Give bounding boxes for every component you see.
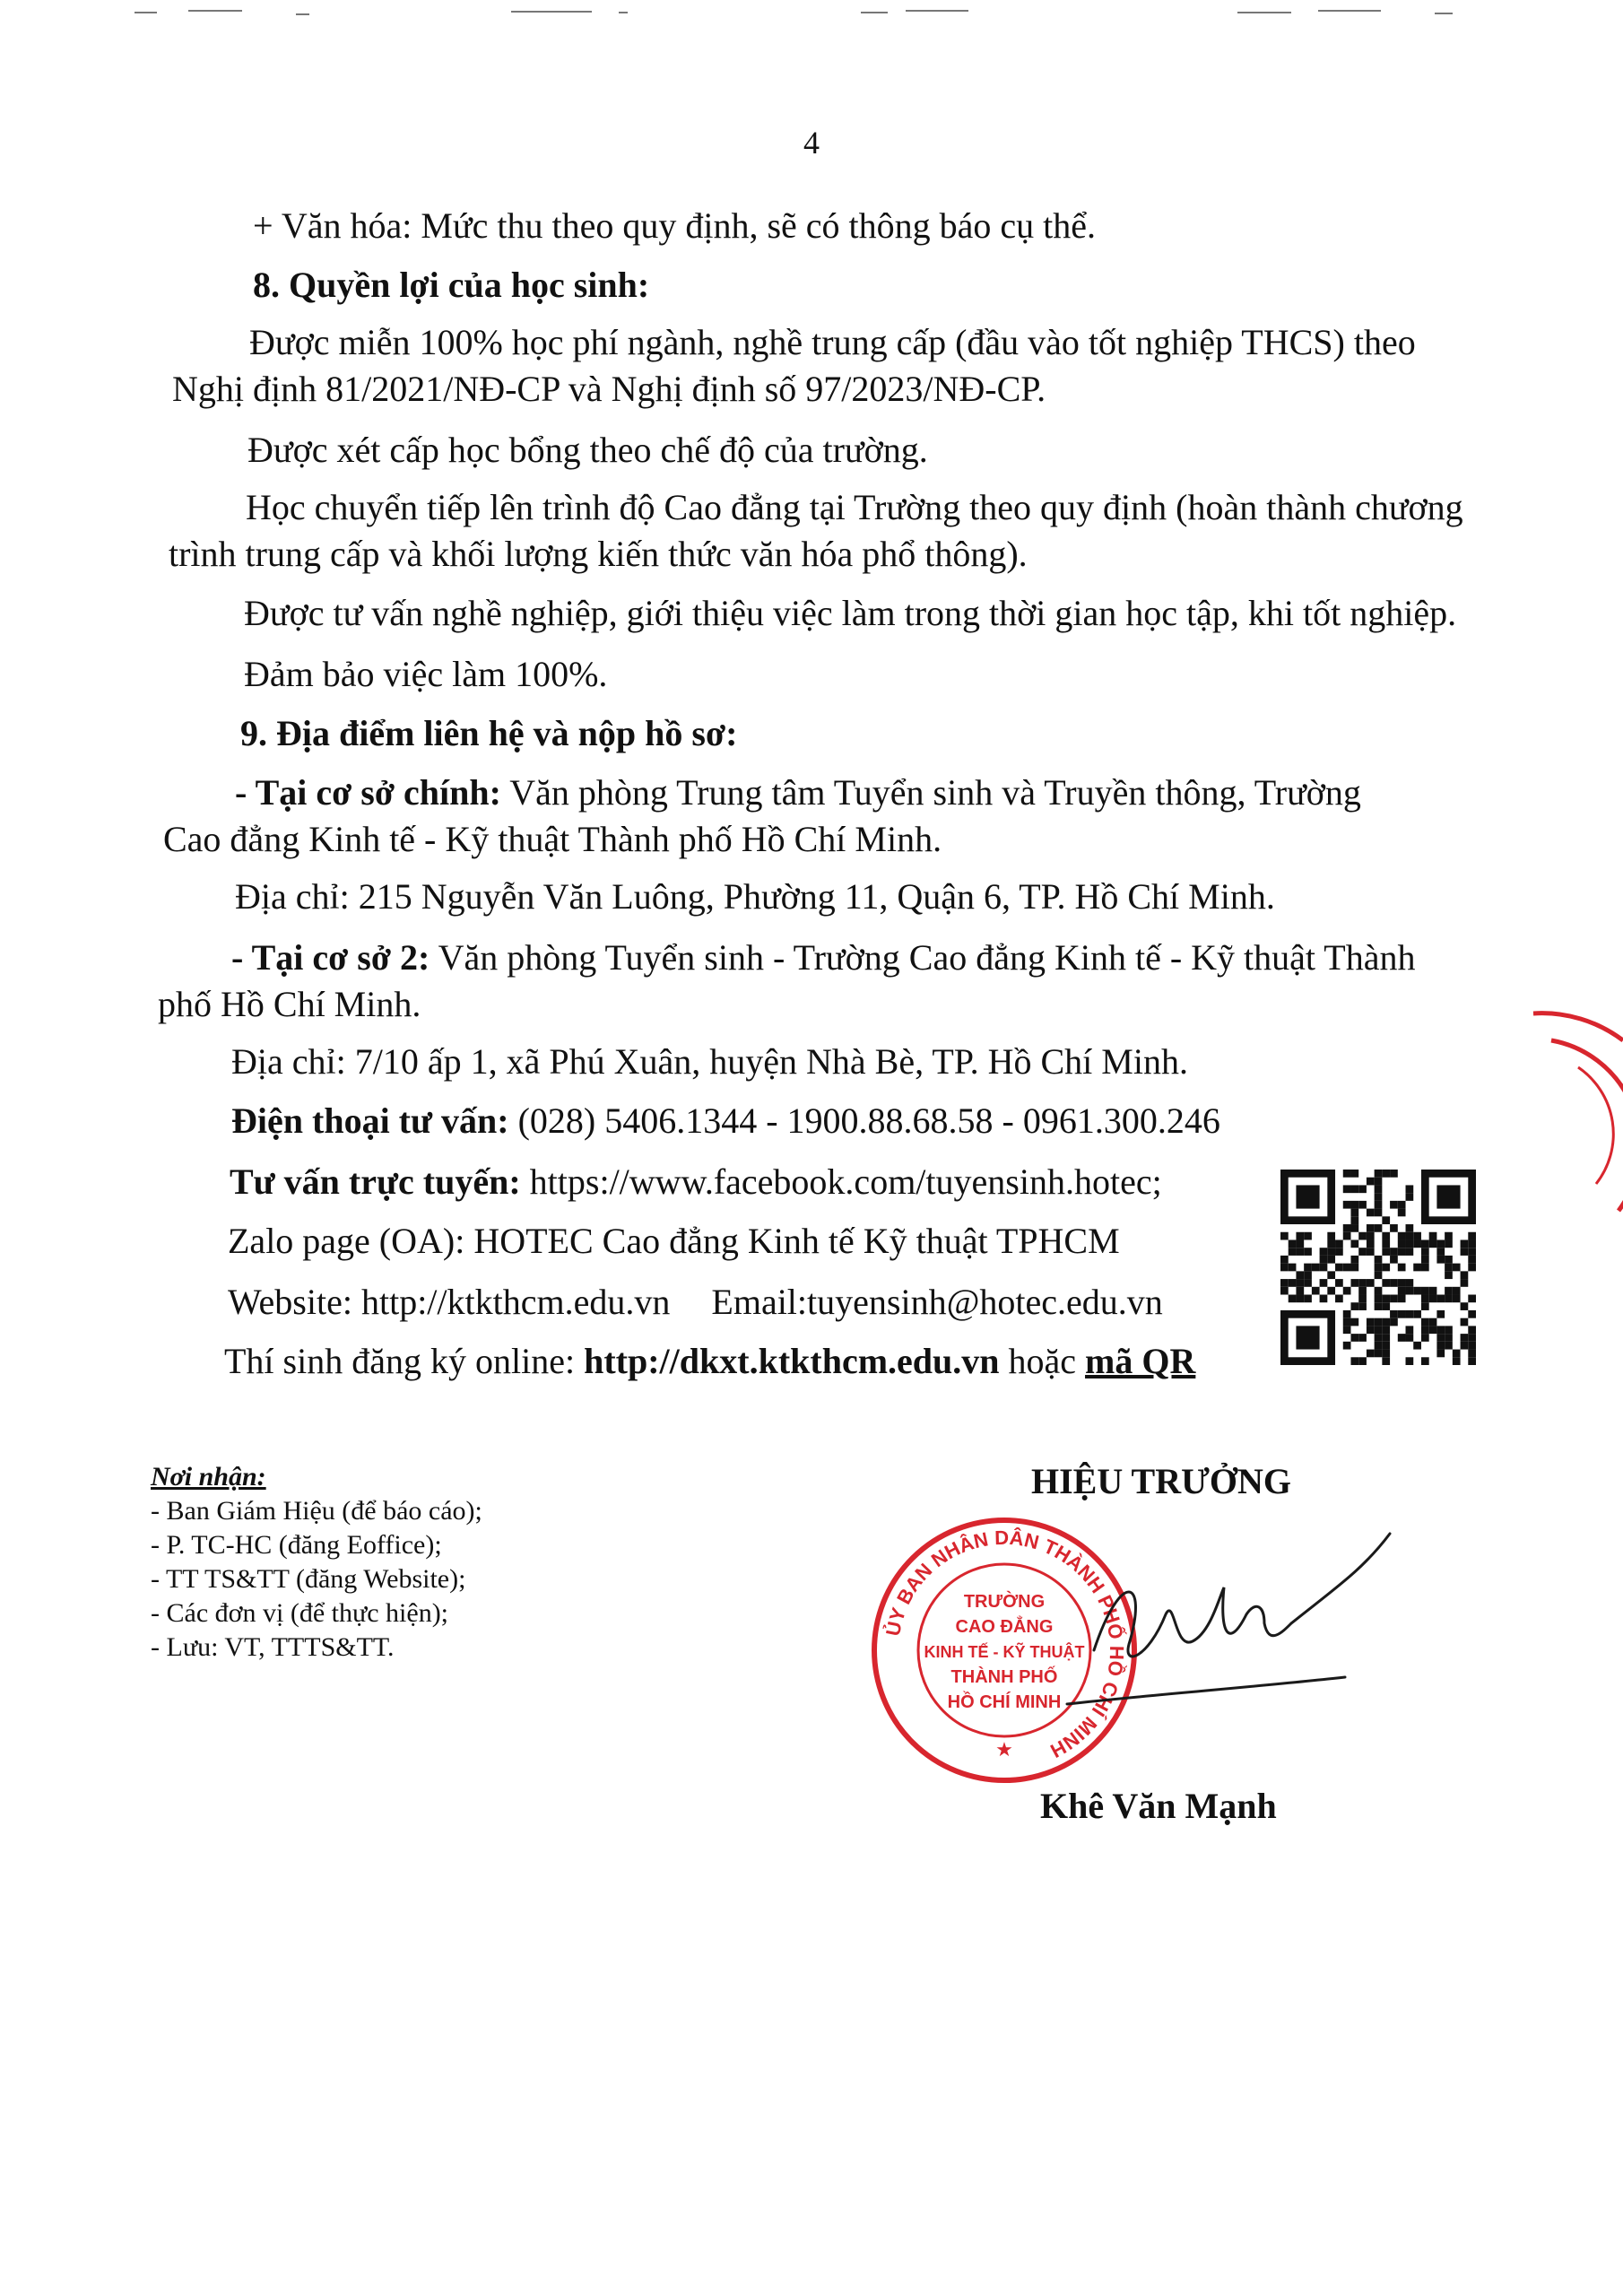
qr-module <box>1468 1342 1476 1350</box>
qr-module <box>1390 1318 1398 1326</box>
qr-module <box>1375 1201 1383 1209</box>
qr-module <box>1382 1279 1390 1287</box>
qr-module <box>1406 1287 1414 1295</box>
qr-module <box>1421 1302 1429 1310</box>
qr-module <box>1453 1350 1461 1358</box>
qr-module <box>1320 1279 1328 1287</box>
paragraph-line: Học chuyển tiếp lên trình độ Cao đẳng tại Trường theo quy định (hoàn thành chương <box>246 487 1463 527</box>
qr-module <box>1375 1193 1383 1201</box>
qr-module <box>1367 1318 1375 1326</box>
qr-module <box>1461 1239 1469 1248</box>
qr-module <box>1350 1256 1358 1264</box>
zalo-line: Zalo page (OA): HOTEC Cao đẳng Kinh tế Kỹ thuật TPHCM <box>228 1221 1120 1261</box>
qr-module <box>1343 1170 1351 1178</box>
campus-2-text: Văn phòng Tuyển sinh - Trường Cao đẳng Kinh tế - Kỹ thuật Thành <box>430 937 1416 978</box>
qr-module <box>1468 1248 1476 1256</box>
qr-module <box>1421 1248 1429 1256</box>
qr-module <box>1413 1232 1421 1240</box>
qr-module <box>1343 1201 1351 1209</box>
qr-module <box>1375 1271 1383 1279</box>
qr-module <box>1461 1334 1469 1342</box>
qr-module <box>1343 1264 1351 1272</box>
qr-module <box>1296 1232 1304 1240</box>
facebook-link[interactable]: https://www.facebook.com/tuyensinh.hotec; <box>520 1161 1162 1202</box>
stamp-line: CAO ĐẲNG <box>955 1617 1054 1637</box>
qr-module <box>1429 1326 1437 1334</box>
qr-module <box>1375 1350 1383 1358</box>
qr-module <box>1296 1239 1304 1248</box>
qr-module <box>1343 1310 1351 1318</box>
qr-module <box>1375 1334 1383 1342</box>
stamp-line: HỒ CHÍ MINH <box>947 1692 1062 1712</box>
paragraph-line: Nghị định 81/2021/NĐ-CP và Nghị định số 97/2023/NĐ-CP. <box>172 369 1046 409</box>
qr-module <box>1367 1279 1375 1287</box>
qr-module <box>1468 1334 1476 1342</box>
qr-module <box>1436 1295 1445 1303</box>
qr-module <box>1436 1334 1445 1342</box>
qr-module <box>1343 1185 1351 1193</box>
qr-module <box>1350 1209 1358 1217</box>
qr-module <box>1358 1201 1367 1209</box>
qr-module <box>1358 1357 1367 1365</box>
qr-module <box>1350 1302 1358 1310</box>
qr-module <box>1406 1326 1414 1334</box>
qr-module <box>1453 1295 1461 1303</box>
handwritten-signature-icon <box>1040 1516 1399 1749</box>
qr-module <box>1304 1264 1312 1272</box>
qr-module <box>1382 1248 1390 1256</box>
qr-module <box>1350 1170 1358 1178</box>
register-text: Thí sinh đăng ký online: <box>224 1341 585 1381</box>
qr-module <box>1468 1310 1476 1318</box>
qr-module <box>1445 1287 1453 1295</box>
qr-module <box>1382 1326 1390 1334</box>
recipient-item: - P. TC-HC (đăng Eoffice); <box>151 1530 442 1560</box>
qr-module <box>1343 1318 1351 1326</box>
paragraph-line: Được tư vấn nghề nghiệp, giới thiệu việc làm trong thời gian học tập, khi tốt nghiệp. <box>244 593 1457 633</box>
qr-module <box>1367 1326 1375 1334</box>
qr-module <box>1429 1239 1437 1248</box>
qr-code[interactable] <box>1280 1170 1476 1365</box>
qr-module <box>1406 1248 1414 1256</box>
qr-module <box>1296 1185 1319 1208</box>
qr-module <box>1398 1264 1406 1272</box>
qr-module <box>1382 1302 1390 1310</box>
qr-module <box>1289 1295 1297 1303</box>
qr-module <box>1375 1295 1383 1303</box>
qr-module <box>1358 1279 1367 1287</box>
campus-2-line <box>231 936 1415 979</box>
qr-module <box>1398 1239 1406 1248</box>
qr-module <box>1398 1310 1406 1318</box>
qr-module <box>1327 1232 1335 1240</box>
qr-module <box>1375 1209 1383 1217</box>
qr-module <box>1468 1357 1476 1365</box>
qr-module <box>1375 1302 1383 1310</box>
qr-module <box>1421 1239 1429 1248</box>
qr-module <box>1375 1256 1383 1264</box>
qr-module <box>1406 1185 1414 1193</box>
qr-module <box>1390 1256 1398 1264</box>
qr-module <box>1421 1334 1429 1342</box>
qr-module <box>1327 1287 1335 1295</box>
signer-title: HIỆU TRƯỞNG <box>1031 1461 1292 1501</box>
qr-module <box>1367 1232 1375 1240</box>
qr-module <box>1320 1264 1328 1272</box>
qr-module <box>1421 1256 1429 1264</box>
qr-module <box>1413 1264 1421 1272</box>
qr-module <box>1358 1248 1367 1256</box>
qr-module <box>1358 1334 1367 1342</box>
qr-module <box>1436 1248 1445 1256</box>
qr-module <box>1445 1256 1453 1264</box>
recipient-item: - Lưu: VT, TTTS&TT. <box>151 1632 395 1662</box>
qr-module <box>1382 1264 1390 1272</box>
recipients-title: Nơi nhận: <box>151 1462 266 1492</box>
qr-module <box>1375 1264 1383 1272</box>
qr-module <box>1280 1264 1289 1272</box>
paragraph-line: + Văn hóa: Mức thu theo quy định, sẽ có thông báo cụ thể. <box>253 205 1096 246</box>
qr-module <box>1398 1209 1406 1217</box>
qr-module <box>1461 1248 1469 1256</box>
qr-module <box>1445 1271 1453 1279</box>
register-link[interactable]: http://dkxt.ktkthcm.edu.vn <box>584 1341 1000 1381</box>
qr-module <box>1320 1295 1328 1303</box>
qr-module <box>1436 1239 1445 1248</box>
qr-module <box>1335 1248 1343 1256</box>
qr-module <box>1280 1256 1289 1264</box>
qr-module <box>1398 1287 1406 1295</box>
stamp-line: TRƯỜNG <box>963 1592 1046 1612</box>
qr-module <box>1367 1350 1375 1358</box>
qr-module <box>1445 1295 1453 1303</box>
qr-module <box>1453 1264 1461 1272</box>
qr-module <box>1280 1279 1289 1287</box>
qr-module <box>1421 1357 1429 1365</box>
stamp-star-icon: ★ <box>995 1738 1013 1761</box>
qr-module <box>1289 1279 1297 1287</box>
phone-label: Điện thoại tư vấn: <box>231 1100 509 1141</box>
qr-module <box>1382 1232 1390 1240</box>
qr-module <box>1436 1342 1445 1350</box>
register-line <box>224 1340 1195 1383</box>
qr-module <box>1327 1248 1335 1256</box>
phone-numbers: (028) 5406.1344 - 1900.88.68.58 - 0961.300.246 <box>508 1100 1220 1141</box>
qr-module <box>1406 1232 1414 1240</box>
qr-module <box>1445 1326 1453 1334</box>
qr-module <box>1343 1342 1351 1350</box>
qr-module <box>1398 1295 1406 1303</box>
qr-module <box>1436 1326 1445 1334</box>
qr-module <box>1335 1239 1343 1248</box>
qr-module <box>1358 1185 1367 1193</box>
qr-module <box>1421 1318 1429 1326</box>
paragraph-line: Đảm bảo việc làm 100%. <box>244 654 608 694</box>
qr-module <box>1468 1295 1476 1303</box>
qr-module <box>1429 1295 1437 1303</box>
qr-module <box>1468 1232 1476 1240</box>
recipient-item: - Ban Giám Hiệu (để báo cáo); <box>151 1496 482 1526</box>
qr-module <box>1390 1224 1398 1232</box>
recipient-item: - Các đơn vị (để thực hiện); <box>151 1598 449 1628</box>
register-or: hoặc <box>999 1341 1086 1381</box>
qr-module <box>1335 1295 1343 1303</box>
qr-module <box>1390 1310 1398 1318</box>
qr-module <box>1429 1232 1437 1240</box>
qr-module <box>1304 1271 1312 1279</box>
recipients-block <box>151 1460 482 1665</box>
qr-module <box>1289 1264 1297 1272</box>
qr-module <box>1382 1295 1390 1303</box>
main-campus-line <box>235 771 1361 814</box>
email-link[interactable]: Email:tuyensinh@hotec.edu.vn <box>711 1282 1163 1322</box>
campus-2-address: Địa chỉ: 7/10 ấp 1, xã Phú Xuân, huyện Nhà Bè, TP. Hồ Chí Minh. <box>231 1041 1188 1082</box>
qr-module <box>1358 1302 1367 1310</box>
paragraph-line: Cao đẳng Kinh tế - Kỹ thuật Thành phố Hồ Chí Minh. <box>163 819 942 859</box>
paragraph-line: trình trung cấp và khối lượng kiến thức văn hóa phổ thông). <box>169 534 1028 574</box>
qr-module <box>1358 1295 1367 1303</box>
qr-module <box>1375 1342 1383 1350</box>
qr-module <box>1296 1326 1319 1349</box>
qr-module <box>1382 1170 1390 1178</box>
qr-module <box>1436 1310 1445 1318</box>
qr-module <box>1468 1264 1476 1272</box>
qr-module <box>1382 1350 1390 1358</box>
qr-module <box>1343 1287 1351 1295</box>
qr-module <box>1350 1264 1358 1272</box>
qr-module <box>1468 1239 1476 1248</box>
qr-module <box>1406 1334 1414 1342</box>
qr-module <box>1375 1318 1383 1326</box>
qr-module <box>1421 1295 1429 1303</box>
qr-module <box>1382 1342 1390 1350</box>
qr-module <box>1406 1224 1414 1232</box>
qr-module <box>1382 1216 1390 1224</box>
page-number: 4 <box>803 125 820 161</box>
qr-module <box>1350 1185 1358 1193</box>
qr-module <box>1429 1287 1437 1295</box>
qr-module <box>1413 1310 1421 1318</box>
qr-module <box>1327 1256 1335 1264</box>
qr-module <box>1350 1216 1358 1224</box>
qr-module <box>1382 1334 1390 1342</box>
qr-module <box>1335 1279 1343 1287</box>
qr-module <box>1445 1239 1453 1248</box>
qr-module <box>1382 1239 1390 1248</box>
stamp-outer-text: ỦY BAN NHÂN DÂN THÀNH PHỐ HỒ CHÍ MINH <box>881 1526 1129 1762</box>
qr-module <box>1375 1326 1383 1334</box>
qr-module <box>1406 1193 1414 1201</box>
main-campus-address: Địa chỉ: 215 Nguyễn Văn Luông, Phường 11, Quận 6, TP. Hồ Chí Minh. <box>235 876 1275 917</box>
qr-module <box>1421 1326 1429 1334</box>
campus-2-label: - Tại cơ sở 2: <box>231 937 430 978</box>
qr-module <box>1445 1264 1453 1272</box>
qr-module <box>1350 1357 1358 1365</box>
section-heading-8: 8. Quyền lợi của học sinh: <box>253 265 650 305</box>
qr-module <box>1367 1209 1375 1217</box>
qr-module <box>1280 1287 1289 1295</box>
qr-module <box>1421 1264 1429 1272</box>
website-line <box>228 1281 1163 1324</box>
qr-module <box>1343 1326 1351 1334</box>
qr-module <box>1468 1326 1476 1334</box>
scan-artifact <box>0 0 1623 27</box>
recipient-item: - TT TS&TT (đăng Website); <box>151 1564 466 1594</box>
qr-module <box>1320 1248 1328 1256</box>
qr-module <box>1461 1302 1469 1310</box>
qr-module <box>1436 1185 1460 1208</box>
qr-module <box>1429 1318 1437 1326</box>
online-consult-label: Tư vấn trực tuyến: <box>230 1161 521 1202</box>
qr-module <box>1461 1279 1469 1287</box>
qr-module <box>1296 1271 1304 1279</box>
qr-module <box>1453 1357 1461 1365</box>
qr-module <box>1390 1295 1398 1303</box>
qr-module <box>1406 1239 1414 1248</box>
signer-name: Khê Văn Mạnh <box>1040 1786 1277 1826</box>
stamp-line: THÀNH PHỐ <box>950 1667 1058 1687</box>
qr-module <box>1375 1224 1383 1232</box>
qr-module <box>1358 1287 1367 1295</box>
qr-module <box>1343 1232 1351 1240</box>
qr-module <box>1413 1342 1421 1350</box>
qr-module <box>1390 1248 1398 1256</box>
main-campus-label: - Tại cơ sở chính: <box>235 772 501 813</box>
qr-module <box>1304 1295 1312 1303</box>
qr-module <box>1343 1224 1351 1232</box>
qr-module <box>1375 1185 1383 1193</box>
website-link[interactable]: Website: http://ktkthcm.edu.vn <box>228 1282 671 1322</box>
qr-module <box>1296 1287 1304 1295</box>
qr-module <box>1406 1279 1414 1287</box>
qr-module <box>1445 1342 1453 1350</box>
qr-module <box>1327 1239 1335 1248</box>
qr-module <box>1398 1279 1406 1287</box>
stamp-line: KINH TẾ - KỸ THUẬT <box>924 1643 1085 1661</box>
qr-module <box>1390 1201 1398 1209</box>
qr-module <box>1312 1264 1320 1272</box>
qr-module <box>1350 1334 1358 1342</box>
qr-module <box>1398 1201 1406 1209</box>
qr-module <box>1289 1239 1297 1248</box>
qr-module <box>1398 1334 1406 1342</box>
qr-module <box>1413 1239 1421 1248</box>
partial-seal-icon <box>1524 1004 1623 1238</box>
phone-line <box>231 1100 1220 1143</box>
qr-module <box>1436 1350 1445 1358</box>
qr-module <box>1413 1287 1421 1295</box>
qr-module <box>1382 1318 1390 1326</box>
paragraph-line: Được miễn 100% học phí ngành, nghề trung cấp (đầu vào tốt nghiệp THCS) theo <box>249 322 1416 362</box>
qr-module <box>1350 1318 1358 1326</box>
qr-module <box>1350 1239 1358 1248</box>
qr-module <box>1296 1248 1304 1256</box>
qr-module <box>1390 1170 1398 1178</box>
section-heading-9: 9. Địa điểm liên hệ và nộp hồ sơ: <box>240 713 738 753</box>
qr-module <box>1390 1279 1398 1287</box>
paragraph-line: phố Hồ Chí Minh. <box>158 984 421 1024</box>
qr-module <box>1320 1256 1328 1264</box>
qr-module <box>1421 1287 1429 1295</box>
qr-module <box>1367 1224 1375 1232</box>
qr-module <box>1461 1271 1469 1279</box>
qr-module <box>1335 1264 1343 1272</box>
qr-module <box>1461 1318 1469 1326</box>
qr-module <box>1453 1287 1461 1295</box>
qr-module <box>1382 1357 1390 1365</box>
qr-module <box>1358 1232 1367 1240</box>
qr-module <box>1350 1201 1358 1209</box>
qr-module <box>1398 1248 1406 1256</box>
qr-module <box>1327 1271 1335 1279</box>
qr-module <box>1461 1342 1469 1350</box>
qr-module <box>1304 1248 1312 1256</box>
qr-module <box>1296 1295 1304 1303</box>
qr-code-label: mã QR <box>1085 1341 1196 1381</box>
qr-module <box>1398 1232 1406 1240</box>
qr-module <box>1289 1248 1297 1256</box>
qr-module <box>1375 1170 1383 1178</box>
qr-module <box>1375 1178 1383 1186</box>
paragraph-line: Được xét cấp học bổng theo chế độ của trường. <box>247 430 928 470</box>
qr-module <box>1350 1224 1358 1232</box>
qr-module <box>1280 1232 1289 1240</box>
qr-module <box>1367 1248 1375 1256</box>
online-consult-line <box>230 1161 1162 1204</box>
qr-module <box>1406 1310 1414 1318</box>
qr-module <box>1445 1232 1453 1240</box>
qr-module <box>1375 1287 1383 1295</box>
qr-module <box>1436 1256 1445 1264</box>
qr-module <box>1468 1256 1476 1264</box>
main-campus-text: Văn phòng Trung tâm Tuyển sinh và Truyền thông, Trường <box>500 772 1361 813</box>
qr-module <box>1367 1178 1375 1186</box>
qr-module <box>1350 1279 1358 1287</box>
qr-module <box>1304 1279 1312 1287</box>
qr-module <box>1406 1357 1414 1365</box>
qr-module <box>1367 1239 1375 1248</box>
qr-module <box>1304 1232 1312 1240</box>
qr-module <box>1445 1334 1453 1342</box>
qr-module <box>1312 1287 1320 1295</box>
qr-module <box>1468 1350 1476 1358</box>
qr-module <box>1296 1279 1304 1287</box>
